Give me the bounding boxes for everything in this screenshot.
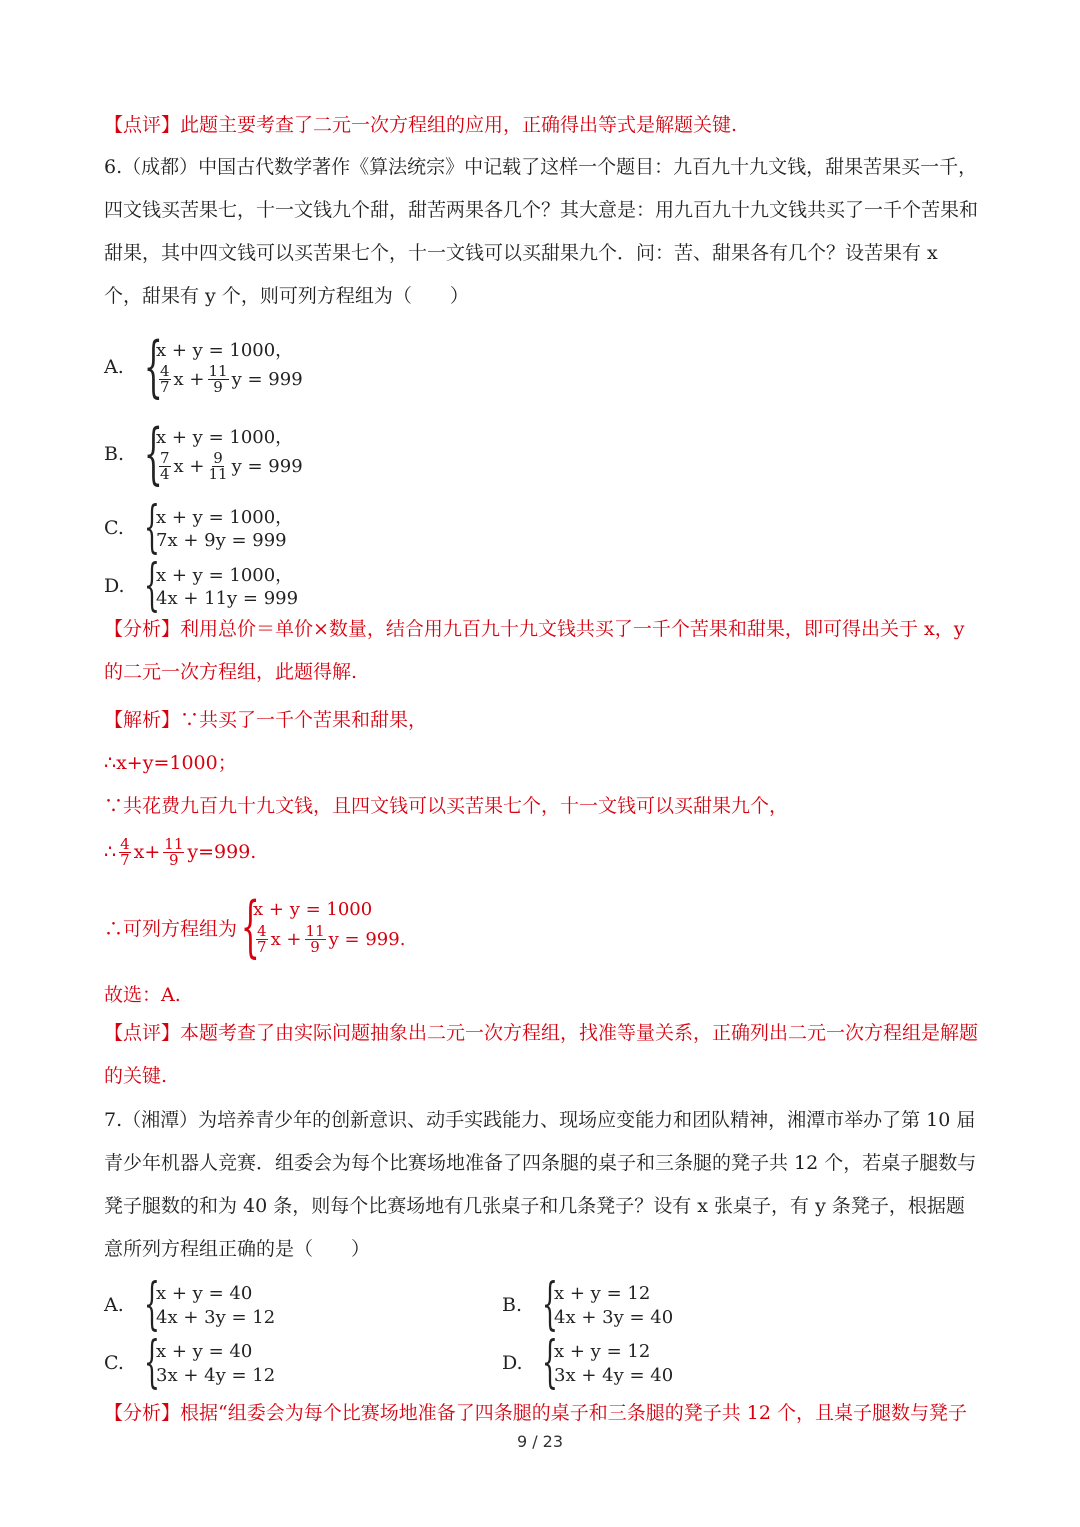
brace-symbol: { [143, 553, 160, 618]
equation-row-1: x + y = 12 [554, 1282, 651, 1304]
brace-symbol: { [143, 495, 160, 560]
equation-row-2: 3x + 4y = 12 [156, 1364, 276, 1386]
solution-line-3: ∵共花费九百九十九文钱，且四文钱可以买苦果七个，十一文钱可以买甜果九个， [104, 795, 789, 817]
fraction-den: 7 [120, 850, 130, 869]
equation-row-1: x + y = 1000， [156, 427, 294, 448]
brace-symbol: { [143, 328, 163, 405]
question-6-stem: 6.（成都）中国古代数学著作《算法统宗》中记载了这样一个题目：九百九十九文钱，甜果苦果买一千，四文钱买苦果七，十一文钱九个甜，甜苦两果各几个？其大意是：用九百九十九文钱共买了一千个苦果和甜果，其中四文钱可以买苦果七个，十一文钱可以买甜果九个．问：苦、甜果各有几个？设苦果有 x 个，甜果有 y 个，则可列方程组为（ ） [104, 156, 979, 307]
equation-row-2 [253, 921, 405, 957]
equation-row-1: x + y = 12 [554, 1340, 651, 1362]
equation-row-2: 3x + 4y = 40 [554, 1364, 674, 1386]
option-label: D. [104, 575, 125, 597]
brace-symbol: { [541, 1272, 558, 1337]
review-note [104, 110, 737, 137]
fraction-den: 9 [213, 377, 223, 396]
q7-option-b [502, 1272, 674, 1337]
review-text: 本题考查了由实际问题抽象出二元一次方程组，找准等量关系，正确列出二元一次方程组是解题的关键. [104, 1022, 979, 1087]
equation-mid: x + [173, 455, 205, 477]
solution-line-1 [104, 705, 427, 732]
option-label: B. [104, 443, 125, 465]
fraction-num: 4 [257, 921, 267, 940]
equation-mid: x + [270, 928, 302, 950]
answer-line: 故选：A. [104, 984, 181, 1006]
q6-option-d [104, 553, 299, 618]
analysis-note [104, 608, 980, 694]
equation-row-2 [156, 361, 303, 397]
equation-row-1: x + y = 1000， [156, 507, 294, 528]
system-intro: ∴可列方程组为 [104, 917, 238, 940]
fraction-den: 7 [257, 937, 267, 956]
equation-end: y = 999 [231, 368, 303, 390]
analysis-note-7 [104, 1398, 967, 1425]
equation-row-1: x + y = 40 [156, 1282, 253, 1304]
fraction-den: 4 [160, 464, 170, 483]
equation-row-1: x + y = 1000 [253, 898, 373, 920]
brace-symbol: { [143, 1330, 160, 1395]
option-label: C. [104, 517, 124, 539]
equation-row-2 [156, 448, 303, 484]
brace-symbol: { [240, 888, 260, 965]
q6-option-c [104, 495, 294, 560]
equation-row-1: x + y = 40 [156, 1340, 253, 1362]
review-note-6 [104, 1012, 980, 1098]
equation-row-2: 4x + 11y = 999 [156, 587, 299, 609]
therefore-symbol: ∴ [104, 841, 117, 863]
q7-option-c [104, 1330, 276, 1395]
equation-end: y = 999 [231, 455, 303, 477]
fraction-den: 11 [208, 464, 228, 483]
fraction-num: 11 [208, 361, 228, 380]
solution-line-5 [104, 888, 406, 965]
option-label: D. [502, 1352, 523, 1374]
analysis-tag: 【分析】 [104, 618, 181, 640]
equation-mid: x + [173, 368, 205, 390]
fraction-num: 11 [305, 921, 325, 940]
review-text: 此题主要考查了二元一次方程组的应用，正确得出等式是解题关键. [180, 114, 738, 136]
q6-option-a [104, 328, 303, 405]
fraction-den: 7 [160, 377, 170, 396]
equation-mid: x+ [133, 841, 161, 863]
q7-option-d [502, 1330, 674, 1395]
period: . [399, 928, 406, 950]
fraction-num: 9 [213, 448, 223, 467]
equation-row-1: x + y = 1000， [156, 565, 294, 586]
review-tag: 【点评】 [104, 114, 181, 136]
fraction-num: 4 [160, 361, 170, 380]
analysis-text: 根据“组委会为每个比赛场地准备了四条腿的桌子和三条腿的凳子共 12 个，且桌子腿数与凳子 [180, 1402, 967, 1424]
q7-option-a [104, 1272, 276, 1337]
option-label: B. [502, 1294, 523, 1316]
question-7-stem: 7.（湘潭）为培养青少年的创新意识、动手实践能力、现场应变能力和团队精神，湘潭市举办了第 10 届青少年机器人竞赛．组委会为每个比赛场地准备了四条腿的桌子和三条腿的凳子共 12 个，若桌子腿数与凳子腿数的和为 40 条，则每个比赛场地有几张桌子和几条凳子？设有 x 张桌子，有 y 条凳子，根据题意所列方程组正确的是（ ） [104, 1109, 977, 1260]
equation-row-2: 4x + 3y = 12 [156, 1306, 276, 1328]
equation-row-2: 4x + 3y = 40 [554, 1306, 674, 1328]
analysis-text: 利用总价＝单价×数量，结合用九百九十九文钱共买了一千个苦果和甜果，即可得出关于 x，y 的二元一次方程组，此题得解. [104, 618, 965, 683]
equation-end: y=999. [187, 841, 257, 863]
fraction-den: 9 [310, 937, 320, 956]
fraction-num: 11 [164, 834, 184, 853]
equation-row-2: 7x + 9y = 999 [156, 529, 287, 551]
solution-line-2: ∴x+y=1000； [104, 752, 237, 774]
brace-symbol: { [143, 1272, 160, 1337]
fraction-num: 7 [160, 448, 170, 467]
q6-option-b [104, 415, 303, 492]
equation-row-1: x + y = 1000， [156, 340, 294, 361]
fraction-den: 9 [169, 850, 179, 869]
solution-tag: 【解析】 [104, 709, 181, 731]
fraction-num: 4 [120, 834, 130, 853]
brace-symbol: { [541, 1330, 558, 1395]
equation-end: y = 999 [328, 928, 400, 950]
page-number: 9 / 23 [516, 1432, 564, 1451]
brace-symbol: { [143, 415, 163, 492]
option-label: A. [104, 1294, 124, 1316]
review-tag: 【点评】 [104, 1022, 181, 1044]
analysis-tag: 【分析】 [104, 1402, 181, 1424]
option-label: C. [104, 1352, 124, 1374]
solution-line-4 [104, 832, 256, 872]
solution-text: ∵共买了一千个苦果和甜果， [180, 709, 428, 731]
option-label: A. [104, 356, 124, 378]
